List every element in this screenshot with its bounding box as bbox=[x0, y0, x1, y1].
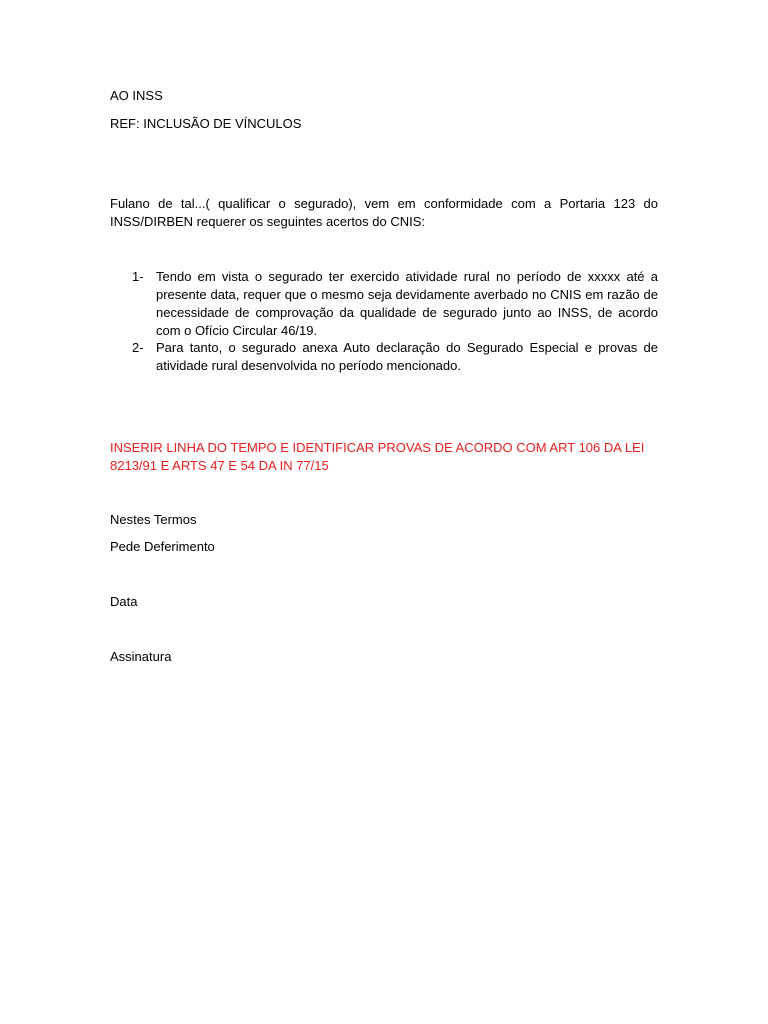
date-label: Data bbox=[110, 594, 138, 609]
reference-line: REF: INCLUSÃO DE VÍNCULOS bbox=[110, 116, 302, 131]
highlight-note: INSERIR LINHA DO TEMPO E IDENTIFICAR PROVAS DE ACORDO COM ART 106 DA LEI 8213/91 E ARTS 47 E 54 DA IN 77/15 bbox=[110, 440, 645, 473]
list-item-text: Para tanto, o segurado anexa Auto declaração do Segurado Especial e provas de atividade rural desenvolvida no período mencionado. bbox=[156, 340, 658, 373]
list-item bbox=[132, 339, 658, 375]
addressee-line: AO INSS bbox=[110, 88, 163, 103]
signature-label: Assinatura bbox=[110, 649, 172, 664]
closing-line: Pede Deferimento bbox=[110, 539, 215, 554]
list-item bbox=[132, 268, 658, 340]
list-item-marker: 2- bbox=[132, 340, 144, 355]
closing-line: Nestes Termos bbox=[110, 512, 197, 527]
list-item-marker: 1- bbox=[132, 269, 144, 284]
list-item-text: Tendo em vista o segurado ter exercido atividade rural no período de xxxxx até a presente data, requer que o mesmo seja devidamente averbado no CNIS em razão de necessidade de comprovação da qualidade de segurado junto ao INSS, de acordo com o Ofício Circular 46/19. bbox=[156, 269, 658, 338]
intro-paragraph: Fulano de tal...( qualificar o segurado), vem em conformidade com a Portaria 123 do INSS/DIRBEN requerer os seguintes acertos do CNIS: bbox=[110, 196, 658, 229]
